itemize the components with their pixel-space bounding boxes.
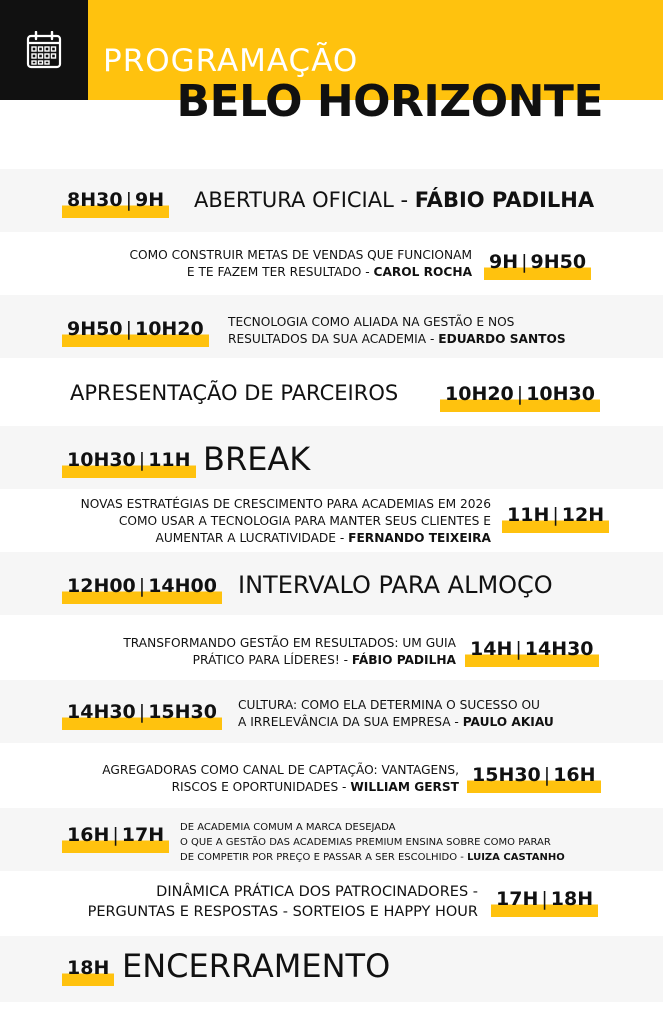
session-title: DINÂMICA PRÁTICA DOS PATROCINADORES - PERGUNTAS E RESPOSTAS - SORTEIOS E HAPPY HOUR	[87, 884, 478, 920]
schedule-row	[0, 426, 663, 489]
schedule-row	[0, 169, 663, 232]
schedule-row	[0, 489, 663, 552]
session-title: ENCERRAMENTO	[122, 947, 391, 985]
page-title: BELO HORIZONTE	[176, 76, 603, 127]
calendar-icon	[26, 31, 62, 69]
session-title: DE ACADEMIA COMUM A MARCA DESEJADA O QUE A GESTÃO DAS ACADEMIAS PREMIUM ENSINA SOBRE COMO PARAR DE COMPETIR POR PREÇO E PASSAR A SER ESCOLHIDO - LUIZA CASTANHO	[180, 822, 565, 863]
schedule-row	[0, 936, 663, 1002]
time-badge: 14H30 | 15H30	[62, 702, 222, 730]
session-title: INTERVALO PARA ALMOÇO	[238, 571, 553, 599]
time-badge: 18H	[62, 958, 114, 986]
session-title: TECNOLOGIA COMO ALIADA NA GESTÃO E NOS RESULTADOS DA SUA ACADEMIA - EDUARDO SANTOS	[228, 315, 566, 346]
time-badge: 9H50 | 10H20	[62, 319, 209, 347]
session-title: COMO CONSTRUIR METAS DE VENDAS QUE FUNCIONAM E TE FAZEM TER RESULTADO - CAROL ROCHA	[129, 248, 472, 279]
time-badge: 14H | 14H30	[465, 639, 599, 667]
schedule-row	[0, 358, 663, 421]
schedule-row	[0, 745, 663, 808]
schedule-row	[0, 617, 663, 680]
time-badge: 9H | 9H50	[484, 252, 591, 280]
session-title: NOVAS ESTRATÉGIAS DE CRESCIMENTO PARA ACADEMIAS EM 2026 COMO USAR A TECNOLOGIA PARA MANTER SEUS CLIENTES E AUMENTAR A LUCRATIVIDADE - FERNANDO TEIXEIRA	[80, 497, 491, 545]
schedule-row	[0, 872, 663, 935]
time-badge: 11H | 12H	[502, 505, 609, 533]
session-title: BREAK	[203, 440, 311, 478]
schedule-row	[0, 808, 663, 871]
header-subtitle: PROGRAMAÇÃO	[103, 43, 359, 79]
schedule-row	[0, 232, 663, 295]
time-badge: 10H20 | 10H30	[440, 384, 600, 412]
session-title: CULTURA: COMO ELA DETERMINA O SUCESSO OU A IRRELEVÂNCIA DA SUA EMPRESA - PAULO AKIAU	[238, 698, 554, 729]
time-badge: 8H30 | 9H	[62, 190, 169, 218]
session-title: AGREGADORAS COMO CANAL DE CAPTAÇÃO: VANTAGENS, RISCOS E OPORTUNIDADES - WILLIAM GERST	[102, 763, 459, 794]
time-badge: 17H | 18H	[491, 889, 598, 917]
session-title: APRESENTAÇÃO DE PARCEIROS	[70, 381, 399, 405]
session-title: TRANSFORMANDO GESTÃO EM RESULTADOS: UM GUIA PRÁTICO PARA LÍDERES! - FÁBIO PADILHA	[123, 636, 456, 667]
session-title: ABERTURA OFICIAL - FÁBIO PADILHA	[194, 188, 595, 212]
schedule-row	[0, 552, 663, 615]
time-badge: 12H00 | 14H00	[62, 576, 222, 604]
time-badge: 16H | 17H	[62, 825, 169, 853]
schedule-row	[0, 680, 663, 743]
schedule-row	[0, 295, 663, 358]
time-badge: 15H30 | 16H	[467, 765, 601, 793]
time-badge: 10H30 | 11H	[62, 450, 196, 478]
